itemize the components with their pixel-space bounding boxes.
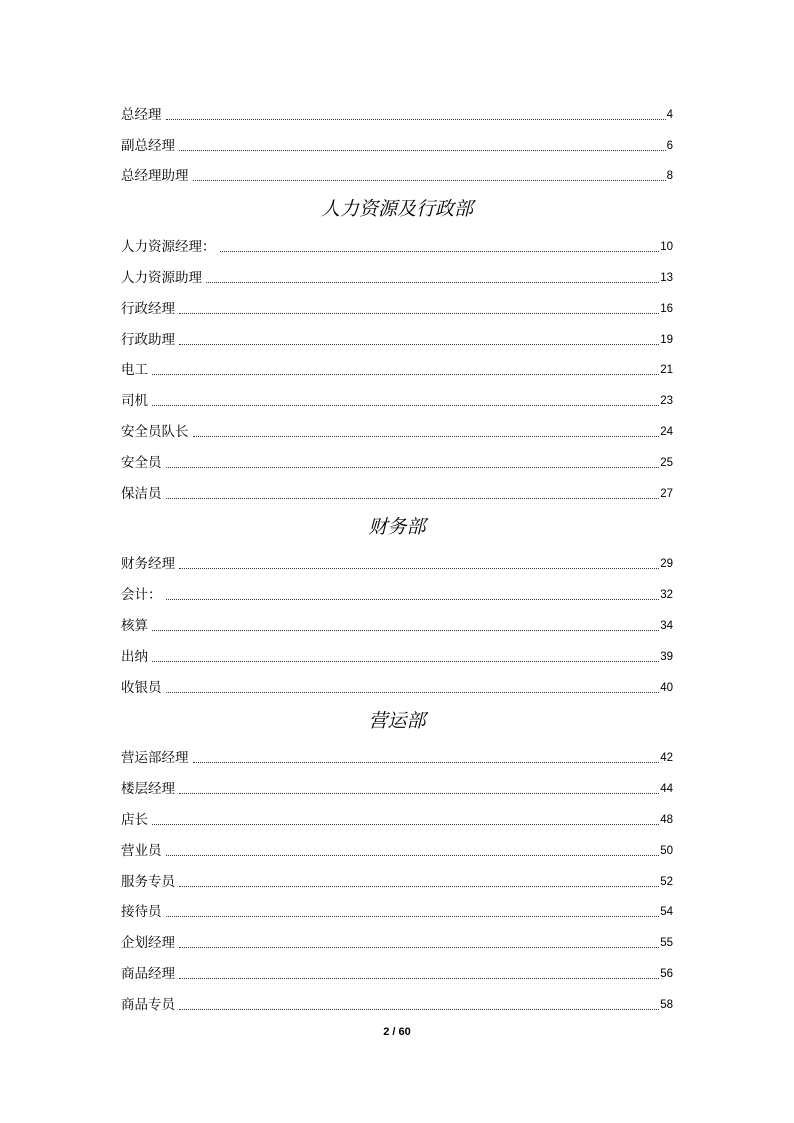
toc-entry-page-number: 10 bbox=[660, 241, 673, 254]
toc-entry-title: 会计： bbox=[121, 587, 162, 604]
toc-entry-page-number: 54 bbox=[660, 906, 673, 919]
dot-leader bbox=[152, 374, 659, 375]
toc-entry-page-number: 50 bbox=[660, 844, 673, 857]
toc-entry-page-number: 48 bbox=[660, 813, 673, 826]
toc-entry-page-number: 27 bbox=[660, 487, 673, 500]
table-of-contents bbox=[121, 93, 673, 1014]
toc-entry-title: 楼层经理 bbox=[121, 781, 175, 798]
dot-leader bbox=[220, 251, 660, 252]
toc-entry[interactable] bbox=[121, 349, 673, 380]
dot-leader bbox=[179, 793, 659, 794]
toc-entry[interactable] bbox=[121, 155, 673, 186]
toc-entry-page-number: 58 bbox=[660, 998, 673, 1011]
toc-entry-title: 服务专员 bbox=[121, 873, 175, 890]
toc-entry-page-number: 25 bbox=[660, 456, 673, 469]
toc-entry-title: 财务经理 bbox=[121, 556, 175, 573]
toc-entry-page-number: 34 bbox=[660, 619, 673, 632]
toc-entry-title: 企划经理 bbox=[121, 935, 175, 952]
section-heading: 营运部 bbox=[368, 709, 426, 732]
section-heading: 人力资源及行政部 bbox=[320, 198, 473, 221]
toc-entry-title: 安全员 bbox=[121, 454, 162, 471]
page-number-footer: 2 / 60 bbox=[383, 1026, 411, 1038]
toc-entry[interactable] bbox=[121, 767, 673, 798]
dot-leader bbox=[179, 313, 659, 314]
toc-entry-page-number: 24 bbox=[660, 425, 673, 438]
toc-entry[interactable] bbox=[121, 441, 673, 472]
toc-entry-title: 人力资源经理： bbox=[121, 239, 216, 256]
section-heading: 财务部 bbox=[368, 515, 426, 538]
toc-entry[interactable] bbox=[121, 543, 673, 574]
dot-leader bbox=[179, 1009, 659, 1010]
dot-leader bbox=[193, 436, 660, 437]
toc-entry-page-number: 13 bbox=[660, 271, 673, 284]
toc-entry-title: 出纳 bbox=[121, 648, 148, 665]
toc-entry[interactable] bbox=[121, 93, 673, 124]
toc-entry-page-number: 44 bbox=[660, 783, 673, 796]
dot-leader bbox=[152, 824, 659, 825]
toc-entry-title: 核算 bbox=[121, 617, 148, 634]
dot-leader bbox=[166, 498, 660, 499]
toc-entry-page-number: 42 bbox=[660, 752, 673, 765]
dot-leader bbox=[179, 344, 659, 345]
dot-leader bbox=[206, 282, 659, 283]
toc-entry[interactable] bbox=[121, 983, 673, 1014]
toc-entry-page-number: 39 bbox=[660, 650, 673, 663]
toc-entry-title: 电工 bbox=[121, 362, 148, 379]
toc-entry[interactable] bbox=[121, 666, 673, 697]
toc-entry-title: 行政经理 bbox=[121, 300, 175, 317]
toc-entry-page-number: 21 bbox=[660, 364, 673, 377]
dot-leader bbox=[179, 978, 659, 979]
toc-entry-title: 商品经理 bbox=[121, 965, 175, 982]
toc-entry-page-number: 55 bbox=[660, 937, 673, 950]
toc-entry-title: 营业员 bbox=[121, 842, 162, 859]
toc-entry-title: 收银员 bbox=[121, 679, 162, 696]
toc-entry-title: 人力资源助理 bbox=[121, 269, 202, 286]
toc-entry-page-number: 16 bbox=[660, 302, 673, 315]
toc-entry-page-number: 52 bbox=[660, 875, 673, 888]
toc-entry-page-number: 29 bbox=[660, 558, 673, 571]
toc-entry-title: 总经理助理 bbox=[121, 168, 189, 185]
toc-entry[interactable] bbox=[121, 604, 673, 635]
toc-entry-page-number: 40 bbox=[660, 681, 673, 694]
toc-entry-title: 接待员 bbox=[121, 904, 162, 921]
dot-leader bbox=[193, 762, 660, 763]
dot-leader bbox=[193, 180, 666, 181]
toc-entry[interactable] bbox=[121, 318, 673, 349]
toc-entry[interactable] bbox=[121, 410, 673, 441]
toc-entry-title: 保洁员 bbox=[121, 485, 162, 502]
toc-entry[interactable] bbox=[121, 379, 673, 410]
dot-leader bbox=[179, 150, 666, 151]
dot-leader bbox=[152, 405, 659, 406]
toc-entry-page-number: 4 bbox=[666, 108, 673, 121]
toc-entry[interactable] bbox=[121, 737, 673, 768]
toc-entry-title: 总经理 bbox=[121, 106, 162, 123]
dot-leader bbox=[152, 630, 659, 631]
toc-entry-page-number: 6 bbox=[666, 139, 673, 152]
dot-leader bbox=[179, 886, 659, 887]
toc-entry[interactable] bbox=[121, 860, 673, 891]
toc-entry[interactable] bbox=[121, 287, 673, 318]
toc-entry-page-number: 8 bbox=[666, 170, 673, 183]
toc-entry-title: 副总经理 bbox=[121, 137, 175, 154]
dot-leader bbox=[152, 661, 659, 662]
toc-entry[interactable] bbox=[121, 952, 673, 983]
toc-entry[interactable] bbox=[121, 256, 673, 287]
toc-entry[interactable] bbox=[121, 798, 673, 829]
toc-entry[interactable] bbox=[121, 829, 673, 860]
toc-entry-page-number: 23 bbox=[660, 395, 673, 408]
toc-entry[interactable] bbox=[121, 573, 673, 604]
dot-leader bbox=[166, 692, 660, 693]
toc-entry-page-number: 19 bbox=[660, 333, 673, 346]
toc-entry-title: 商品专员 bbox=[121, 996, 175, 1013]
dot-leader bbox=[179, 568, 659, 569]
dot-leader bbox=[166, 599, 660, 600]
toc-entry[interactable] bbox=[121, 891, 673, 922]
toc-entry-title: 司机 bbox=[121, 393, 148, 410]
toc-entry[interactable] bbox=[121, 124, 673, 155]
dot-leader bbox=[179, 947, 659, 948]
dot-leader bbox=[166, 119, 666, 120]
dot-leader bbox=[166, 855, 660, 856]
dot-leader bbox=[166, 916, 660, 917]
toc-entry-title: 安全员队长 bbox=[121, 423, 189, 440]
toc-entry[interactable] bbox=[121, 472, 673, 503]
toc-entry-title: 行政助理 bbox=[121, 331, 175, 348]
toc-entry-page-number: 32 bbox=[660, 589, 673, 602]
toc-entry-page-number: 56 bbox=[660, 967, 673, 980]
toc-entry[interactable] bbox=[121, 921, 673, 952]
toc-entry-title: 营运部经理 bbox=[121, 750, 189, 767]
dot-leader bbox=[166, 467, 660, 468]
toc-entry-title: 店长 bbox=[121, 811, 148, 828]
toc-entry[interactable] bbox=[121, 225, 673, 256]
toc-entry[interactable] bbox=[121, 635, 673, 666]
